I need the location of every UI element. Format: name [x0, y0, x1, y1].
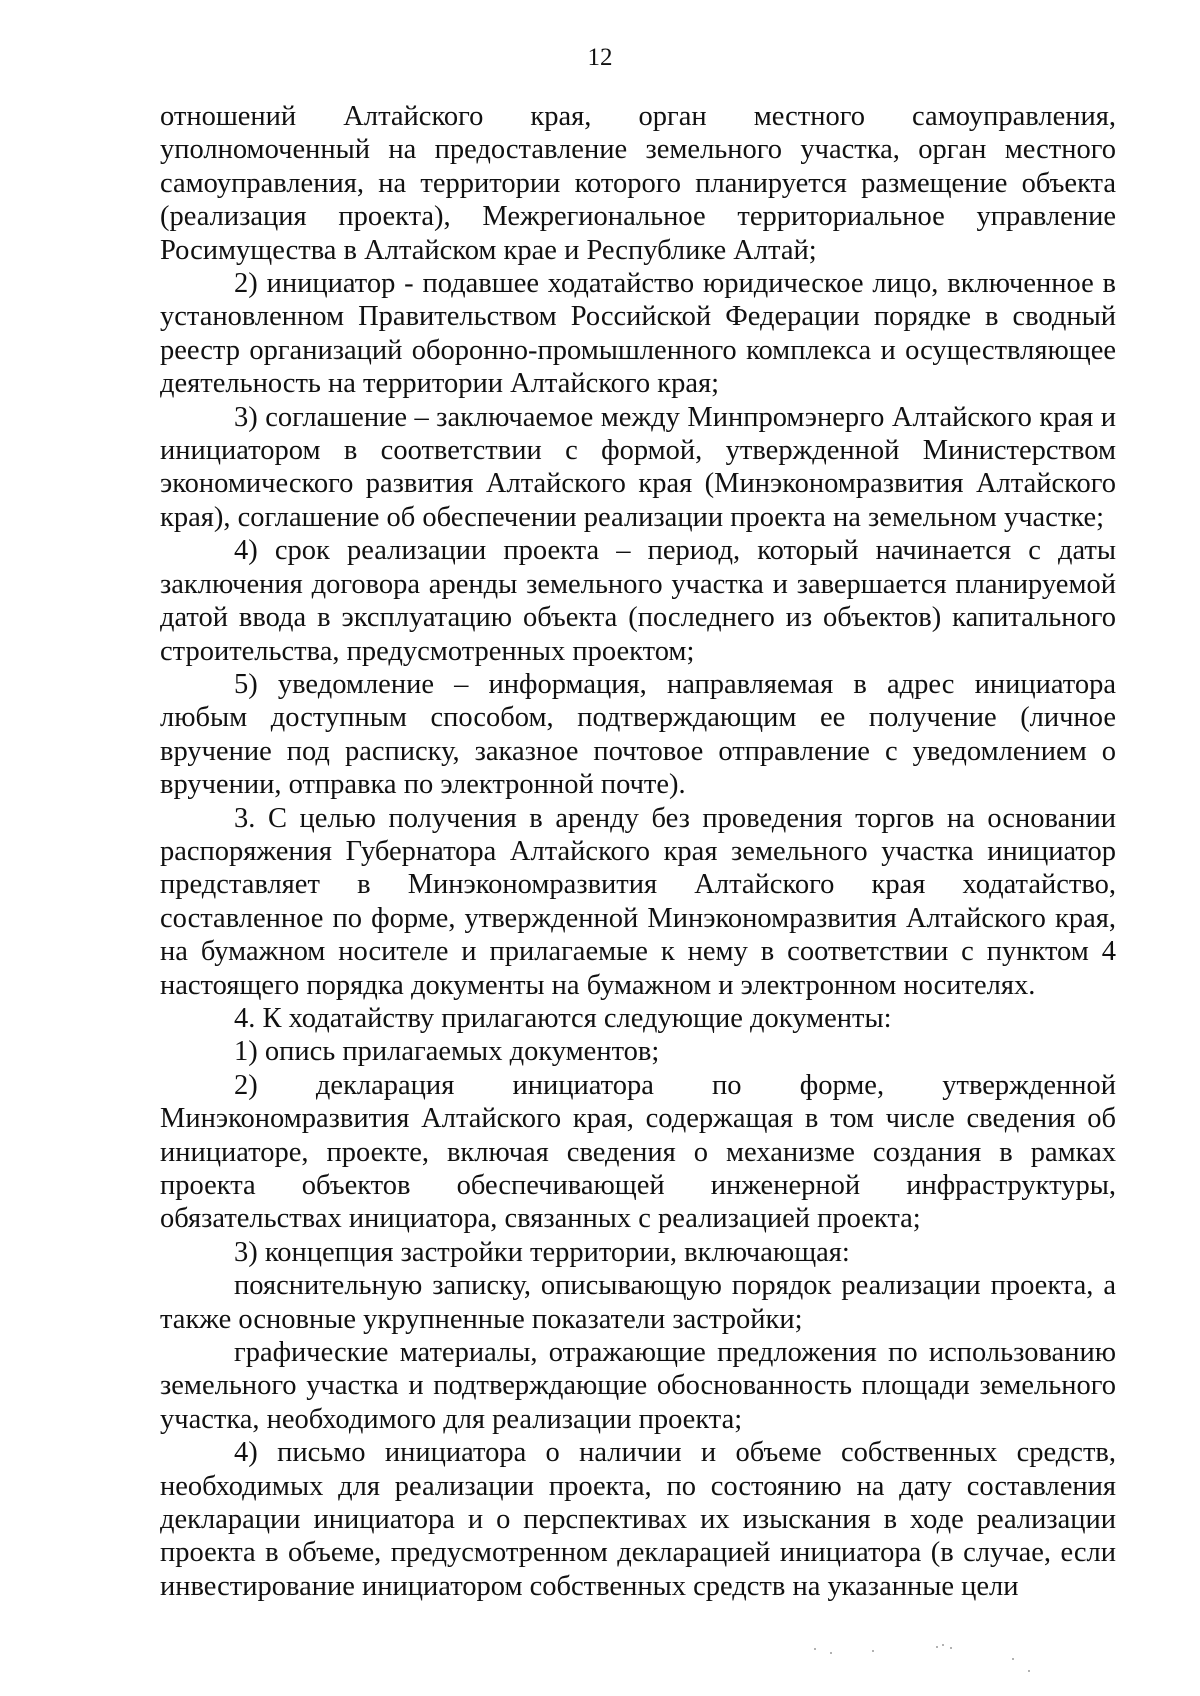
scan-speck: [936, 1646, 938, 1648]
scan-speck: [830, 1652, 832, 1654]
scan-speck: [814, 1648, 816, 1650]
paragraph: 5) уведомление – информация, направляемая в адрес инициатора любым доступным способом, подтверждающим ее получение (личное вручение под расписку, заказное почтовое отправление с уведомлением о вручении, отправка по электронной почте).: [160, 668, 1116, 801]
paragraph: пояснительную записку, описывающую порядок реализации проекта, а также основные укрупненные показатели застройки;: [160, 1270, 1116, 1335]
paragraph: графические материалы, отражающие предложения по использованию земельного участка и подтверждающие обоснованность площади земельного участка, необходимого для реализации проекта;: [160, 1337, 1116, 1435]
document-text: [160, 100, 1116, 1603]
paragraph: 2) декларация инициатора по форме, утвержденной Минэкономразвития Алтайского края, содержащая в том числе сведения об инициаторе, проекте, включая сведения о механизме создания в рамках проекта объектов обеспечивающей инженерной инфраструктуры, обязательствах инициатора, связанных с реализацией проекта;: [160, 1069, 1116, 1235]
scan-speck: [1028, 1670, 1030, 1672]
paragraph: 3) концепция застройки территории, включающая:: [234, 1236, 850, 1268]
scan-specks: [800, 1640, 1100, 1680]
paragraph: 4. К ходатайству прилагаются следующие документы:: [234, 1002, 892, 1034]
paragraph: 4) срок реализации проекта – период, который начинается с даты заключения договора аренды земельного участка и завершается планируемой датой ввода в эксплуатацию объекта (последнего из объектов) капитального строительства, предусмотренных проектом;: [160, 535, 1116, 667]
paragraph: 3) соглашение – заключаемое между Минпромэнерго Алтайского края и инициатором в соответствии с формой, утвержденной Министерством экономического развития Алтайского края (Минэкономразвития Алтайского края), соглашение об обеспечении реализации проекта на земельном участке;: [160, 401, 1116, 533]
page-number: 12: [587, 44, 613, 71]
scan-speck: [872, 1650, 874, 1652]
scan-speck: [942, 1644, 944, 1646]
paragraph: отношений Алтайского края, орган местного самоуправления, уполномоченный на предоставление земельного участка, орган местного самоуправления, на территории которого планируется размещение объекта (реализация проекта), Межрегиональное территориальное управление Росимущества в Алтайском крае и Республике Алтай;: [160, 101, 1116, 266]
scan-speck: [950, 1647, 952, 1649]
paragraph: 1) опись прилагаемых документов;: [234, 1036, 660, 1068]
paragraph: 2) инициатор - подавшее ходатайство юридическое лицо, включенное в установленном Правительством Российской Федерации порядке в сводный реестр организаций оборонно-промышленного комплекса и осуществляющее деятельность на территории Алтайского края;: [160, 268, 1116, 400]
paragraph: 4) письмо инициатора о наличии и объеме собственных средств, необходимых для реализации проекта, по состоянию на дату составления декларации инициатора и о перспективах их изыскания в ходе реализации проекта в объеме, предусмотренном декларацией инициатора (в случае, если инвестирование инициатором собственных средств на указанные цели: [160, 1437, 1116, 1602]
paragraph: 3. С целью получения в аренду без проведения торгов на основании распоряжения Губернатора Алтайского края земельного участка инициатор представляет в Минэкономразвития Алтайского края ходатайство, составленное по форме, утвержденной Минэкономразвития Алтайского края, на бумажном носителе и прилагаемые к нему в соответствии с пунктом 4 настоящего порядка документы на бумажном и электронном носителях.: [160, 802, 1116, 1001]
scan-speck: [1012, 1658, 1014, 1660]
